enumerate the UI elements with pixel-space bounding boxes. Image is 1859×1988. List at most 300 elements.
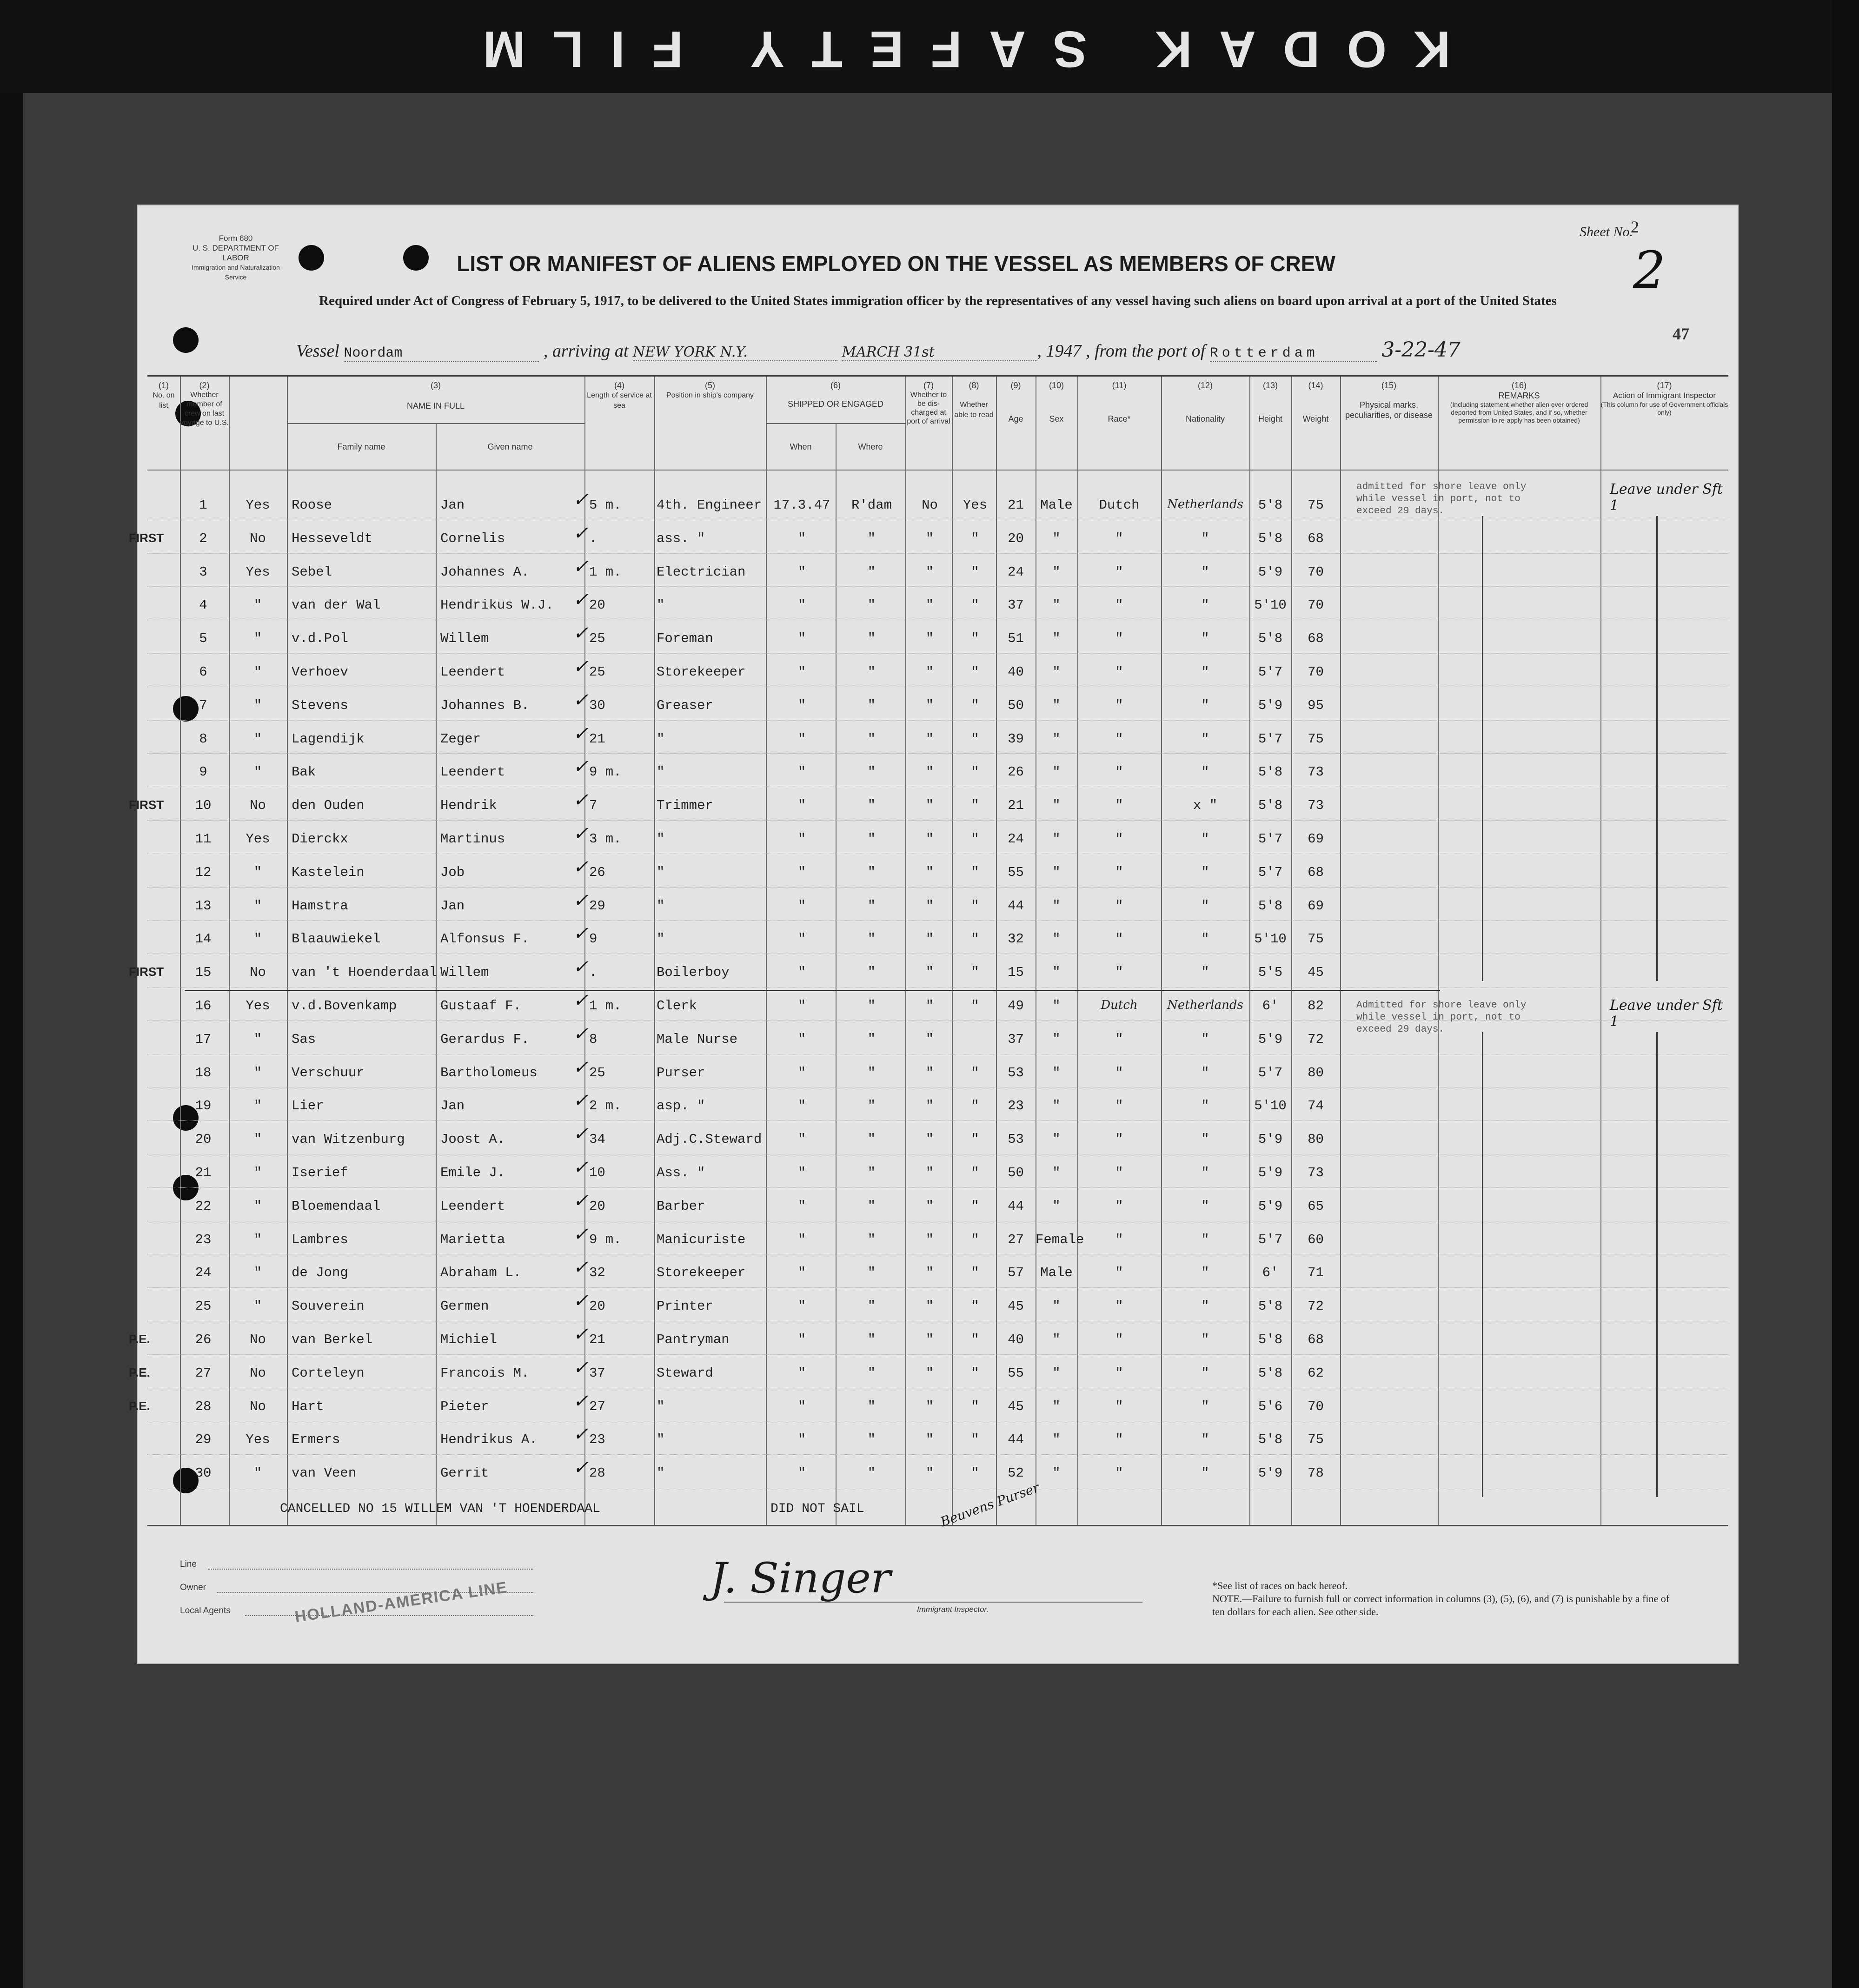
cell-position: Barber: [657, 1198, 705, 1214]
cell-sex: Male: [1040, 1265, 1073, 1281]
cell-when: ": [797, 1031, 806, 1047]
cell-disch: ": [925, 831, 934, 847]
header-col7: (7) Whether to be dis-charged at port of arrival: [907, 381, 950, 425]
cell-sex: Female: [1036, 1232, 1084, 1247]
cell-when: ": [797, 1398, 806, 1414]
cell-nat: ": [1201, 1198, 1209, 1214]
cell-position: Boilerboy: [657, 965, 730, 981]
cell-age: 15: [1008, 965, 1024, 981]
cell-position: ": [657, 731, 665, 747]
row-rule: [147, 1187, 1728, 1188]
cell-position: Foreman: [657, 631, 713, 647]
cell-given: Job: [440, 864, 465, 880]
cell-num: 19: [195, 1098, 212, 1114]
local-agents-label: Local Agents: [180, 1606, 231, 1616]
check-mark-icon: ✓: [573, 889, 589, 911]
cell-sex: ": [1052, 1398, 1061, 1414]
cell-height: 5'7: [1258, 864, 1283, 880]
cell-service: 23: [589, 1432, 605, 1448]
cell-where: R'dam: [851, 497, 892, 513]
cell-age: 57: [1008, 1265, 1024, 1281]
check-mark-icon: ✓: [573, 489, 589, 510]
date-note: 3-22-47: [1381, 338, 1461, 362]
cell-age: 44: [1008, 898, 1024, 914]
cell-family: Blaauwiekel: [292, 931, 381, 947]
col-divider: [1291, 377, 1292, 1525]
cell-weight: 78: [1308, 1465, 1324, 1481]
cell-family: v.d.Pol: [292, 631, 348, 647]
cell-given: Pieter: [440, 1398, 489, 1414]
cell-weight: 75: [1308, 931, 1324, 947]
cell-height: 5'8: [1258, 1299, 1283, 1314]
cell-read: ": [971, 864, 979, 880]
cell-last: Yes: [246, 831, 270, 847]
cell-disch: ": [925, 1465, 934, 1481]
form-number: Form 680: [219, 234, 253, 243]
cell-sex: ": [1052, 831, 1061, 847]
cell-sex: ": [1052, 1465, 1061, 1481]
cell-sex: ": [1052, 798, 1061, 814]
cell-service: 9: [589, 931, 598, 947]
cell-given: Gustaaf F.: [440, 998, 522, 1014]
cell-given: Martinus: [440, 831, 505, 847]
cell-weight: 80: [1308, 1132, 1324, 1147]
cell-last: Yes: [246, 1432, 270, 1448]
cell-family: de Jong: [292, 1265, 348, 1281]
sheet-label: Sheet No.: [1580, 224, 1633, 239]
check-mark-icon: ✓: [573, 689, 589, 711]
cell-where: ": [867, 1031, 876, 1047]
cell-nat: ": [1201, 564, 1209, 580]
cell-age: 50: [1008, 1165, 1024, 1180]
cell-family: Kastelein: [292, 864, 365, 880]
cell-last: ": [253, 1031, 262, 1047]
header-col6: (6) SHIPPED OR ENGAGED: [787, 381, 884, 409]
cell-where: ": [867, 564, 876, 580]
cell-num: 17: [195, 1031, 212, 1047]
cell-position: ": [657, 1465, 665, 1481]
cell-read: ": [971, 798, 979, 814]
check-mark-icon: ✓: [573, 823, 589, 844]
cell-disch: ": [925, 1432, 934, 1448]
cell-position: Electrician: [657, 564, 746, 580]
cell-race: ": [1115, 1365, 1123, 1381]
check-mark-icon: ✓: [573, 722, 589, 744]
cell-where: ": [867, 1065, 876, 1080]
cell-race: ": [1115, 1132, 1123, 1147]
header-col10: (10) Sex: [1049, 381, 1064, 424]
cell-age: 53: [1008, 1132, 1024, 1147]
cell-when: ": [797, 864, 806, 880]
film-edge-text: KODAK SAFETY FILM: [456, 20, 1451, 78]
cell-last: ": [253, 1299, 262, 1314]
cell-service: 5 m.: [589, 497, 622, 513]
cell-family: Roose: [292, 497, 332, 513]
check-mark-icon: ✓: [573, 1324, 589, 1345]
cell-service: 32: [589, 1265, 605, 1281]
cell-where: ": [867, 1365, 876, 1381]
cell-read: ": [971, 1365, 979, 1381]
cell-age: 27: [1008, 1232, 1024, 1247]
cell-last: Yes: [246, 998, 270, 1014]
cell-height: 5'9: [1258, 564, 1283, 580]
cell-given: Alfonsus F.: [440, 931, 530, 947]
cell-family: Verhoev: [292, 664, 348, 680]
cell-where: ": [867, 864, 876, 880]
cell-age: 53: [1008, 1065, 1024, 1080]
cell-height: 5'8: [1258, 898, 1283, 914]
cell-where: ": [867, 931, 876, 947]
cell-family: Stevens: [292, 697, 348, 713]
cell-height: 5'9: [1258, 1465, 1283, 1481]
cell-read: ": [971, 1098, 979, 1114]
cell-height: 5'6: [1258, 1398, 1283, 1414]
cell-sex: ": [1052, 697, 1061, 713]
cell-disch: ": [925, 965, 934, 981]
cell-given: Abraham L.: [440, 1265, 522, 1281]
cell-height: 5'8: [1258, 798, 1283, 814]
row-rule: [147, 1120, 1728, 1121]
cell-family: den Ouden: [292, 798, 365, 814]
cell-age: 45: [1008, 1299, 1024, 1314]
cell-last: ": [253, 764, 262, 780]
col-divider: [836, 423, 837, 1525]
row-rule: [147, 887, 1728, 888]
cell-family: Ermers: [292, 1432, 340, 1448]
inspector-action-1: Leave under Sft 1: [1610, 481, 1723, 514]
cell-height: 5'9: [1258, 1165, 1283, 1180]
cell-weight: 70: [1308, 664, 1324, 680]
cell-sex: ": [1052, 1098, 1061, 1114]
cell-nat: ": [1201, 731, 1209, 747]
check-mark-icon: ✓: [573, 856, 589, 878]
cell-given: Marietta: [440, 1232, 505, 1247]
cell-sex: ": [1052, 1065, 1061, 1080]
cell-where: ": [867, 1232, 876, 1247]
cell-family: Iserief: [292, 1165, 348, 1180]
row-rule: [147, 753, 1728, 754]
cell-race: ": [1115, 931, 1123, 947]
col-divider: [1077, 377, 1078, 1525]
cell-service: .: [589, 530, 598, 546]
cell-weight: 45: [1308, 965, 1324, 981]
cell-last: ": [253, 1198, 262, 1214]
cell-where: ": [867, 1198, 876, 1214]
col-divider: [229, 377, 230, 1525]
cell-weight: 82: [1308, 998, 1324, 1014]
vessel-line: [296, 338, 1645, 362]
cell-num: 18: [195, 1065, 212, 1080]
cell-position: ": [657, 831, 665, 847]
row-rule: [147, 820, 1728, 821]
cell-disch: ": [925, 664, 934, 680]
cell-disch: ": [925, 1198, 934, 1214]
cell-position: Pantryman: [657, 1332, 730, 1347]
purser-initials: Beuvens Purser: [938, 1479, 1042, 1530]
cell-sex: ": [1052, 1132, 1061, 1147]
cell-num: 24: [195, 1265, 212, 1281]
cell-disch: ": [925, 597, 934, 613]
cell-height: 5'7: [1258, 831, 1283, 847]
cell-last: ": [253, 898, 262, 914]
cell-last: Yes: [246, 497, 270, 513]
cell-where: ": [867, 798, 876, 814]
remark-bracket-2: [1482, 1032, 1483, 1497]
cell-disch: ": [925, 1265, 934, 1281]
signature-line: [724, 1602, 1142, 1603]
cell-position: ": [657, 931, 665, 947]
cell-height: 5'10: [1254, 1098, 1287, 1114]
cell-disch: ": [925, 1365, 934, 1381]
cell-height: 5'8: [1258, 764, 1283, 780]
cell-age: 24: [1008, 831, 1024, 847]
cell-when: 17.3.47: [773, 497, 830, 513]
cell-race: ": [1115, 1398, 1123, 1414]
cell-service: .: [589, 965, 598, 981]
cell-weight: 60: [1308, 1232, 1324, 1247]
header-col14: (14) Weight: [1302, 381, 1329, 424]
cell-last: ": [253, 631, 262, 647]
cell-service: 37: [589, 1365, 605, 1381]
check-mark-icon: ✓: [573, 1090, 589, 1112]
cell-family: Bak: [292, 764, 316, 780]
cell-height: 5'8: [1258, 497, 1283, 513]
cell-last: ": [253, 664, 262, 680]
cell-last: ": [253, 1465, 262, 1481]
cell-family: Corteleyn: [292, 1365, 365, 1381]
cell-num: 30: [195, 1465, 212, 1481]
cell-service: 7: [589, 798, 598, 814]
cell-height: 5'5: [1258, 965, 1283, 981]
cell-family: Souverein: [292, 1299, 365, 1314]
cell-race: ": [1115, 1098, 1123, 1114]
cell-service: 20: [589, 597, 605, 613]
cell-age: 49: [1008, 998, 1024, 1014]
cell-service: 20: [589, 1198, 605, 1214]
cell-read: ": [971, 530, 979, 546]
cell-read: ": [971, 965, 979, 981]
cell-position: asp. ": [657, 1098, 705, 1114]
cell-weight: 75: [1308, 731, 1324, 747]
col-divider: [180, 377, 181, 1525]
cell-race: ": [1115, 1265, 1123, 1281]
cell-race: Dutch: [1099, 497, 1140, 513]
cell-race: Dutch: [1101, 998, 1138, 1012]
cell-height: 5'8: [1258, 1332, 1283, 1347]
cell-when: ": [797, 1065, 806, 1080]
cell-num: 11: [195, 831, 212, 847]
row-rule: [147, 586, 1728, 587]
cell-age: 50: [1008, 697, 1024, 713]
cell-sex: ": [1052, 597, 1061, 613]
action-bracket-1: [1656, 516, 1658, 981]
cell-given: Leendert: [440, 1198, 505, 1214]
cell-where: ": [867, 530, 876, 546]
remark-bracket-1: [1482, 516, 1483, 981]
holland-america-stamp: HOLLAND-AMERICA LINE: [293, 1578, 509, 1626]
check-mark-icon: ✓: [573, 522, 589, 544]
cell-race: ": [1115, 564, 1123, 580]
cell-nat: ": [1201, 1165, 1209, 1180]
cell-last: ": [253, 1232, 262, 1247]
cell-weight: 80: [1308, 1065, 1324, 1080]
cell-age: 52: [1008, 1465, 1024, 1481]
cell-sex: ": [1052, 1198, 1061, 1214]
cell-race: ": [1115, 898, 1123, 914]
cell-service: 8: [589, 1031, 598, 1047]
cell-family: van 't Hoenderdaal: [292, 965, 438, 981]
cell-when: ": [797, 1465, 806, 1481]
cell-nat: ": [1201, 1398, 1209, 1414]
row-rule: [147, 920, 1728, 921]
cell-race: ": [1115, 530, 1123, 546]
row-rule: [147, 1454, 1728, 1455]
cell-sex: ": [1052, 864, 1061, 880]
cell-height: 5'7: [1258, 731, 1283, 747]
cell-race: ": [1115, 965, 1123, 981]
row-rule: [147, 720, 1728, 721]
cell-nat: ": [1201, 530, 1209, 546]
cell-race: ": [1115, 864, 1123, 880]
header-col8: (8) Whether able to read: [954, 381, 994, 419]
header-divider: [287, 423, 584, 424]
cell-where: ": [867, 1098, 876, 1114]
cell-nat: ": [1201, 1465, 1209, 1481]
cell-position: Storekeeper: [657, 1265, 746, 1281]
cell-disch: ": [925, 1132, 934, 1147]
cell-where: ": [867, 965, 876, 981]
cell-age: 21: [1008, 798, 1024, 814]
cell-race: ": [1115, 1299, 1123, 1314]
cell-sex: ": [1052, 898, 1061, 914]
cell-age: 20: [1008, 530, 1024, 546]
cell-sex: ": [1052, 530, 1061, 546]
cell-when: ": [797, 1299, 806, 1314]
cell-read: ": [971, 697, 979, 713]
cancel-strike-line: [185, 990, 1440, 991]
cell-position: Storekeeper: [657, 664, 746, 680]
races-footnote: *See list of races on back hereof.: [1212, 1580, 1348, 1591]
cell-sex: ": [1052, 564, 1061, 580]
row-prefix-mark: FIRST: [129, 530, 164, 545]
check-mark-icon: ✓: [573, 1223, 589, 1245]
cell-nat: ": [1201, 1031, 1209, 1047]
cell-age: 21: [1008, 497, 1024, 513]
cell-age: 44: [1008, 1198, 1024, 1214]
cell-last: ": [253, 1098, 262, 1114]
cell-height: 5'10: [1254, 931, 1287, 947]
cell-disch: ": [925, 731, 934, 747]
punch-hole: [173, 327, 199, 353]
cell-height: 5'8: [1258, 631, 1283, 647]
cell-where: ": [867, 898, 876, 914]
cell-service: 21: [589, 731, 605, 747]
cell-last: No: [250, 798, 266, 814]
cell-age: 44: [1008, 1432, 1024, 1448]
header-col3: (3) NAME IN FULL: [406, 381, 465, 411]
check-mark-icon: ✓: [573, 1257, 589, 1279]
cell-race: ": [1115, 731, 1123, 747]
cell-given: Hendrik: [440, 798, 497, 814]
cell-position: ": [657, 1432, 665, 1448]
cell-given: Gerrit: [440, 1465, 489, 1481]
cell-num: 14: [195, 931, 212, 947]
cell-position: Steward: [657, 1365, 713, 1381]
cell-nat: ": [1201, 631, 1209, 647]
cell-last: ": [253, 1265, 262, 1281]
cell-age: 37: [1008, 1031, 1024, 1047]
cell-num: 10: [195, 798, 212, 814]
cell-where: ": [867, 697, 876, 713]
cell-disch: ": [925, 1098, 934, 1114]
cell-position: ": [657, 764, 665, 780]
form-identifier: [180, 233, 292, 282]
cell-last: Yes: [246, 564, 270, 580]
cell-race: ": [1115, 1165, 1123, 1180]
cell-read: ": [971, 664, 979, 680]
cell-sex: ": [1052, 1432, 1061, 1448]
header-when: When: [790, 442, 812, 451]
origin-port: Rotterdam: [1210, 345, 1377, 362]
cell-nat: ": [1201, 697, 1209, 713]
cell-position: 4th. Engineer: [657, 497, 762, 513]
cell-when: ": [797, 1098, 806, 1114]
cell-num: 3: [199, 564, 207, 580]
cell-family: Hart: [292, 1398, 324, 1414]
cell-when: ": [797, 731, 806, 747]
cell-age: 51: [1008, 631, 1024, 647]
sheet-number-handwritten: 2: [1633, 240, 1666, 300]
cell-read: ": [971, 731, 979, 747]
cell-disch: ": [925, 1065, 934, 1080]
cell-height: 5'9: [1258, 1198, 1283, 1214]
cell-when: ": [797, 1432, 806, 1448]
cell-nat: ": [1201, 965, 1209, 981]
col-divider: [584, 377, 585, 1525]
cell-given: Bartholomeus: [440, 1065, 538, 1080]
cell-nat: ": [1201, 1265, 1209, 1281]
cell-sex: Male: [1040, 497, 1073, 513]
cell-num: 29: [195, 1432, 212, 1448]
cell-disch: ": [925, 697, 934, 713]
cell-nat: ": [1201, 1332, 1209, 1347]
cell-last: ": [253, 931, 262, 947]
cell-service: 25: [589, 664, 605, 680]
cell-weight: 74: [1308, 1098, 1324, 1114]
cell-read: ": [971, 898, 979, 914]
check-mark-icon: ✓: [573, 923, 589, 945]
cell-weight: 95: [1308, 697, 1324, 713]
cell-read: ": [971, 1465, 979, 1481]
cell-num: 2: [199, 530, 207, 546]
film-border-left: [0, 93, 23, 1988]
cell-last: ": [253, 1065, 262, 1080]
cell-num: 8: [199, 731, 207, 747]
cell-height: 5'9: [1258, 1132, 1283, 1147]
cell-position: Adj.C.Steward: [657, 1132, 762, 1147]
cell-family: v.d.Bovenkamp: [292, 998, 397, 1014]
cell-weight: 71: [1308, 1265, 1324, 1281]
cell-given: Johannes B.: [440, 697, 530, 713]
check-mark-icon: ✓: [573, 1056, 589, 1078]
cell-num: 20: [195, 1132, 212, 1147]
cell-family: Hesseveldt: [292, 530, 373, 546]
cell-weight: 69: [1308, 831, 1324, 847]
cell-age: 37: [1008, 597, 1024, 613]
cell-family: van Witzenburg: [292, 1132, 405, 1147]
cell-nat: Netherlands: [1167, 497, 1243, 511]
cell-when: ": [797, 1198, 806, 1214]
